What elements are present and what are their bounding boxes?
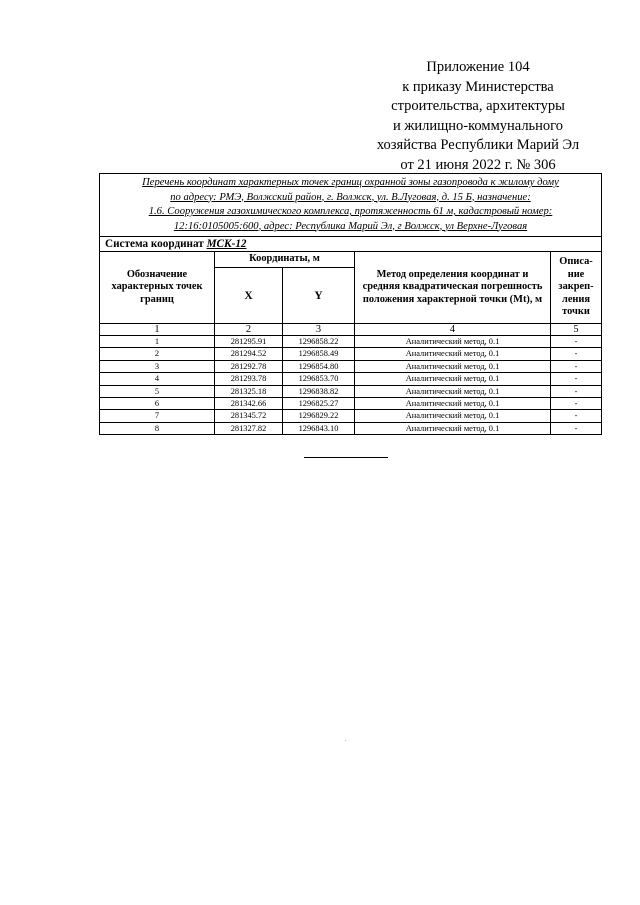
table-title	[100, 174, 602, 237]
point-id: 3	[100, 360, 215, 372]
y-value: 1296829.22	[283, 410, 355, 422]
y-value: 1296853.70	[283, 373, 355, 385]
x-value: 281327.82	[215, 422, 283, 434]
y-value: 1296858.22	[283, 336, 355, 348]
table-row	[100, 373, 602, 385]
method-value: Аналитический метод, 0.1	[355, 373, 551, 385]
description-value: -	[551, 422, 602, 434]
method-value: Аналитический метод, 0.1	[355, 398, 551, 410]
header-line: и жилищно-коммунального	[392, 117, 564, 134]
table-row	[100, 398, 602, 410]
point-id: 5	[100, 385, 215, 397]
table-row	[100, 422, 602, 434]
method-value: Аналитический метод, 0.1	[355, 360, 551, 372]
y-value: 1296858.49	[283, 348, 355, 360]
description-value: -	[551, 385, 602, 397]
x-value: 281292.78	[215, 360, 283, 372]
table-row	[100, 348, 602, 360]
table-row	[100, 385, 602, 397]
header-x: X	[215, 268, 283, 324]
header-y: Y	[283, 268, 355, 324]
point-id: 2	[100, 348, 215, 360]
column-number: 1	[100, 324, 215, 336]
column-number: 5	[551, 324, 602, 336]
column-number: 3	[283, 324, 355, 336]
method-value: Аналитический метод, 0.1	[355, 422, 551, 434]
description-value: -	[551, 336, 602, 348]
coordinate-system-row	[100, 237, 602, 252]
header-line: строительства, архитектуры	[391, 98, 565, 114]
x-value: 281295.91	[215, 336, 283, 348]
title-line: 12:16:0105005:600, адрес: Республика Марий Эл, г Волжск, ул Верхне-Луговая	[173, 220, 528, 232]
coordinates-table	[99, 173, 602, 435]
table-row	[100, 336, 602, 348]
method-value: Аналитический метод, 0.1	[355, 410, 551, 422]
header-line: Приложение 104	[426, 59, 530, 75]
description-value: -	[551, 398, 602, 410]
point-id: 7	[100, 410, 215, 422]
point-id: 6	[100, 398, 215, 410]
column-number: 2	[215, 324, 283, 336]
description-value: -	[551, 410, 602, 422]
title-line: 1.6. Сооружения газохимического комплекса, протяженность 61 м, кадастровый номер:	[148, 206, 553, 217]
header-line: от 21 июня 2022 г. № 306	[400, 156, 556, 173]
header-line: к приказу Министерства	[402, 78, 554, 95]
table-row	[100, 360, 602, 372]
method-value: Аналитический метод, 0.1	[355, 385, 551, 397]
x-value: 281294.52	[215, 348, 283, 360]
title-line: Перечень координат характерных точек границ охранной зоны газопровода к жилому дому	[142, 177, 559, 188]
x-value: 281325.18	[215, 385, 283, 397]
description-value: -	[551, 360, 602, 372]
header-line: хозяйства Республики Марий Эл	[376, 137, 580, 153]
header-method: Метод определения координат и средняя квадратическая погрешность положения характерной точки (Mt), м	[355, 252, 551, 324]
point-id: 8	[100, 422, 215, 434]
y-value: 1296838.82	[283, 385, 355, 397]
coordinate-system-label: Система координат	[105, 238, 207, 250]
document-header	[360, 58, 596, 175]
x-value: 281345.72	[215, 410, 283, 422]
point-id: 4	[100, 373, 215, 385]
description-value: -	[551, 373, 602, 385]
title-line: по адресу: РМЭ, Волжский район, г. Волжск, ул. В.Луговая, д. 15 Б, назначение:	[170, 191, 531, 203]
table-row	[100, 410, 602, 422]
y-value: 1296854.80	[283, 360, 355, 372]
point-id: 1	[100, 336, 215, 348]
y-value: 1296843.10	[283, 422, 355, 434]
method-value: Аналитический метод, 0.1	[355, 348, 551, 360]
description-value: -	[551, 348, 602, 360]
x-value: 281342.66	[215, 398, 283, 410]
end-separator-line	[304, 457, 388, 458]
method-value: Аналитический метод, 0.1	[355, 336, 551, 348]
y-value: 1296825.27	[283, 398, 355, 410]
coordinate-system-name: МСК-12	[206, 238, 247, 250]
scan-speck	[345, 740, 346, 741]
column-number: 4	[355, 324, 551, 336]
header-coordinates: Координаты, м	[215, 252, 355, 268]
x-value: 281293.78	[215, 373, 283, 385]
header-description: Описа-ние закреп-ления точки	[551, 252, 602, 324]
header-point: Обозначение характерных точек границ	[100, 252, 215, 324]
